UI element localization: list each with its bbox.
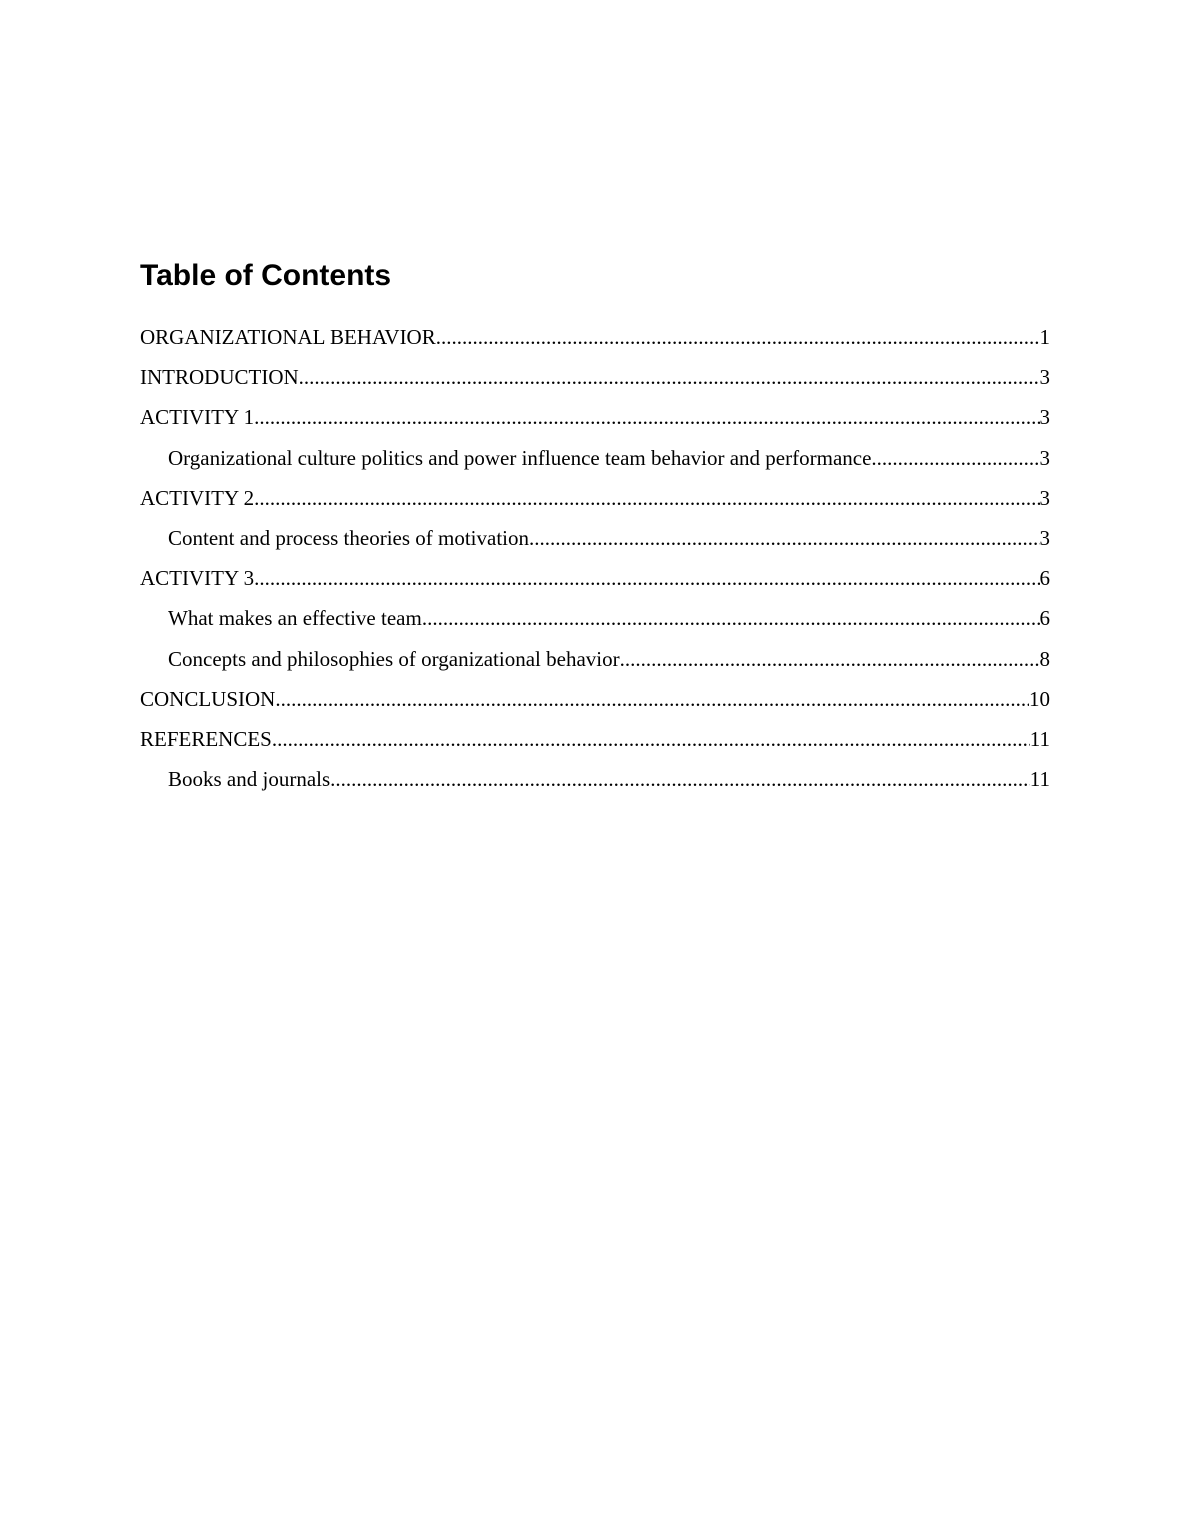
toc-dot-leader xyxy=(529,521,1039,555)
toc-entry-page: 10 xyxy=(1029,686,1050,711)
toc-entry-page: 3 xyxy=(1039,485,1050,510)
toc-entry-theories-of-motivation[interactable] xyxy=(140,521,1050,561)
toc-dot-leader xyxy=(871,441,1039,475)
toc-entry-references[interactable] xyxy=(140,722,1050,762)
toc-entry-page: 8 xyxy=(1039,646,1050,671)
toc-heading: Table of Contents xyxy=(140,259,392,292)
toc-entry-title: REFERENCES xyxy=(140,726,272,751)
toc-dot-leader xyxy=(422,601,1040,635)
toc-dot-leader xyxy=(272,722,1030,756)
toc-dot-leader xyxy=(254,561,1039,595)
toc-entry-activity-1[interactable] xyxy=(140,400,1050,440)
toc-entry-page: 3 xyxy=(1039,445,1050,470)
toc-entry-concepts-and-philosophies[interactable] xyxy=(140,642,1050,682)
toc-dot-leader xyxy=(620,642,1040,676)
toc-entry-page: 3 xyxy=(1039,405,1050,430)
toc-entry-introduction[interactable] xyxy=(140,360,1050,400)
toc-entry-page: 3 xyxy=(1039,525,1050,550)
toc-dot-leader xyxy=(299,360,1040,394)
toc-entry-organizational-behavior[interactable] xyxy=(140,320,1050,360)
toc-entry-activity-3[interactable] xyxy=(140,561,1050,601)
toc-entry-activity-2[interactable] xyxy=(140,481,1050,521)
toc-dot-leader xyxy=(254,400,1039,434)
toc-list xyxy=(140,320,1050,802)
toc-entry-title: Books and journals xyxy=(168,767,331,792)
toc-dot-leader xyxy=(436,320,1040,354)
toc-entry-title: What makes an effective team xyxy=(168,606,422,631)
toc-entry-page: 11 xyxy=(1029,767,1050,792)
toc-entry-title: Content and process theories of motivation xyxy=(168,525,530,550)
toc-entry-organizational-culture[interactable] xyxy=(140,441,1050,481)
toc-dot-leader xyxy=(254,481,1039,515)
toc-entry-page: 6 xyxy=(1039,606,1050,631)
toc-entry-title: ACTIVITY 3 xyxy=(140,566,255,591)
toc-entry-page: 3 xyxy=(1039,365,1050,390)
toc-entry-page: 11 xyxy=(1029,726,1050,751)
toc-entry-title: ACTIVITY 2 xyxy=(140,485,255,510)
toc-entry-title: INTRODUCTION xyxy=(140,365,299,390)
toc-entry-title: ACTIVITY 1 xyxy=(140,405,255,430)
toc-entry-title: Organizational culture politics and power influence team behavior and performance xyxy=(168,445,872,470)
toc-entry-title: CONCLUSION xyxy=(140,686,276,711)
toc-entry-page: 6 xyxy=(1039,566,1050,591)
toc-entry-title: Concepts and philosophies of organizational behavior xyxy=(168,646,620,671)
toc-dot-leader xyxy=(330,762,1030,796)
toc-entry-conclusion[interactable] xyxy=(140,682,1050,722)
toc-entry-title: ORGANIZATIONAL BEHAVIOR xyxy=(140,325,436,349)
toc-entry-page: 1 xyxy=(1039,325,1050,349)
toc-dot-leader xyxy=(275,682,1029,716)
toc-entry-effective-team[interactable] xyxy=(140,601,1050,641)
toc-entry-books-and-journals[interactable] xyxy=(140,762,1050,802)
